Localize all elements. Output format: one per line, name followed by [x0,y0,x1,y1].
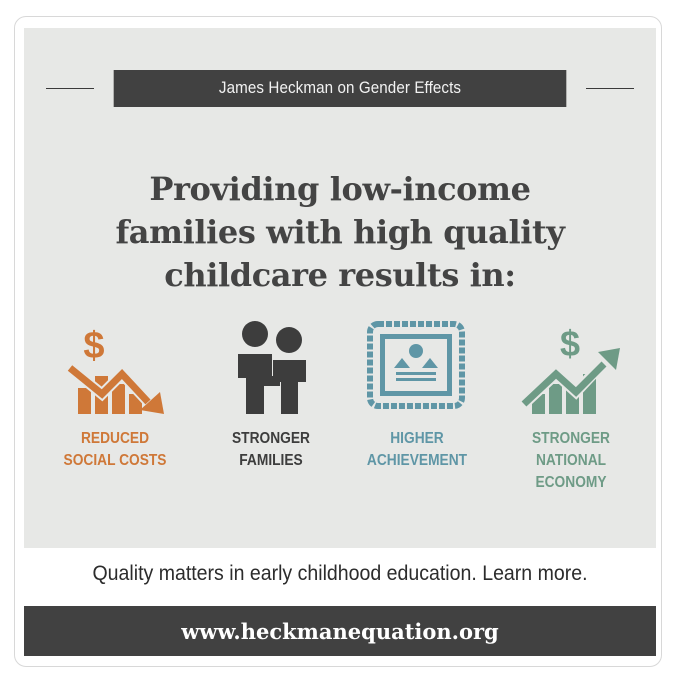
label-stronger-national-economy: STRONGER NATIONAL ECONOMY [532,430,610,491]
label-stronger-families: STRONGER FAMILIES [232,430,310,469]
banner-rule-left [46,88,94,89]
diploma-icon [366,320,466,410]
headline-line-2: families with high quality [115,213,565,251]
dollar-down-chart-icon [64,318,170,418]
tagline-learn-more[interactable]: Quality matters in early childhood education. Learn more. [92,562,588,585]
label-higher-achievement: HIGHER ACHIEVEMENT [366,430,468,469]
headline-line-1: Providing low-income [149,170,531,208]
dollar-up-chart-icon [520,318,626,418]
banner-rule-right [586,88,634,89]
svg-text:$: $ [83,325,105,367]
footer-url-link[interactable]: www.heckmanequation.org [24,606,656,656]
family-icon [228,318,318,418]
headline-line-3: childcare results in: [164,256,516,294]
headline [24,168,656,297]
svg-text:$: $ [559,323,581,364]
label-reduced-social-costs: REDUCED SOCIAL COSTS [63,430,167,469]
banner-title: James Heckman on Gender Effects [114,70,567,107]
